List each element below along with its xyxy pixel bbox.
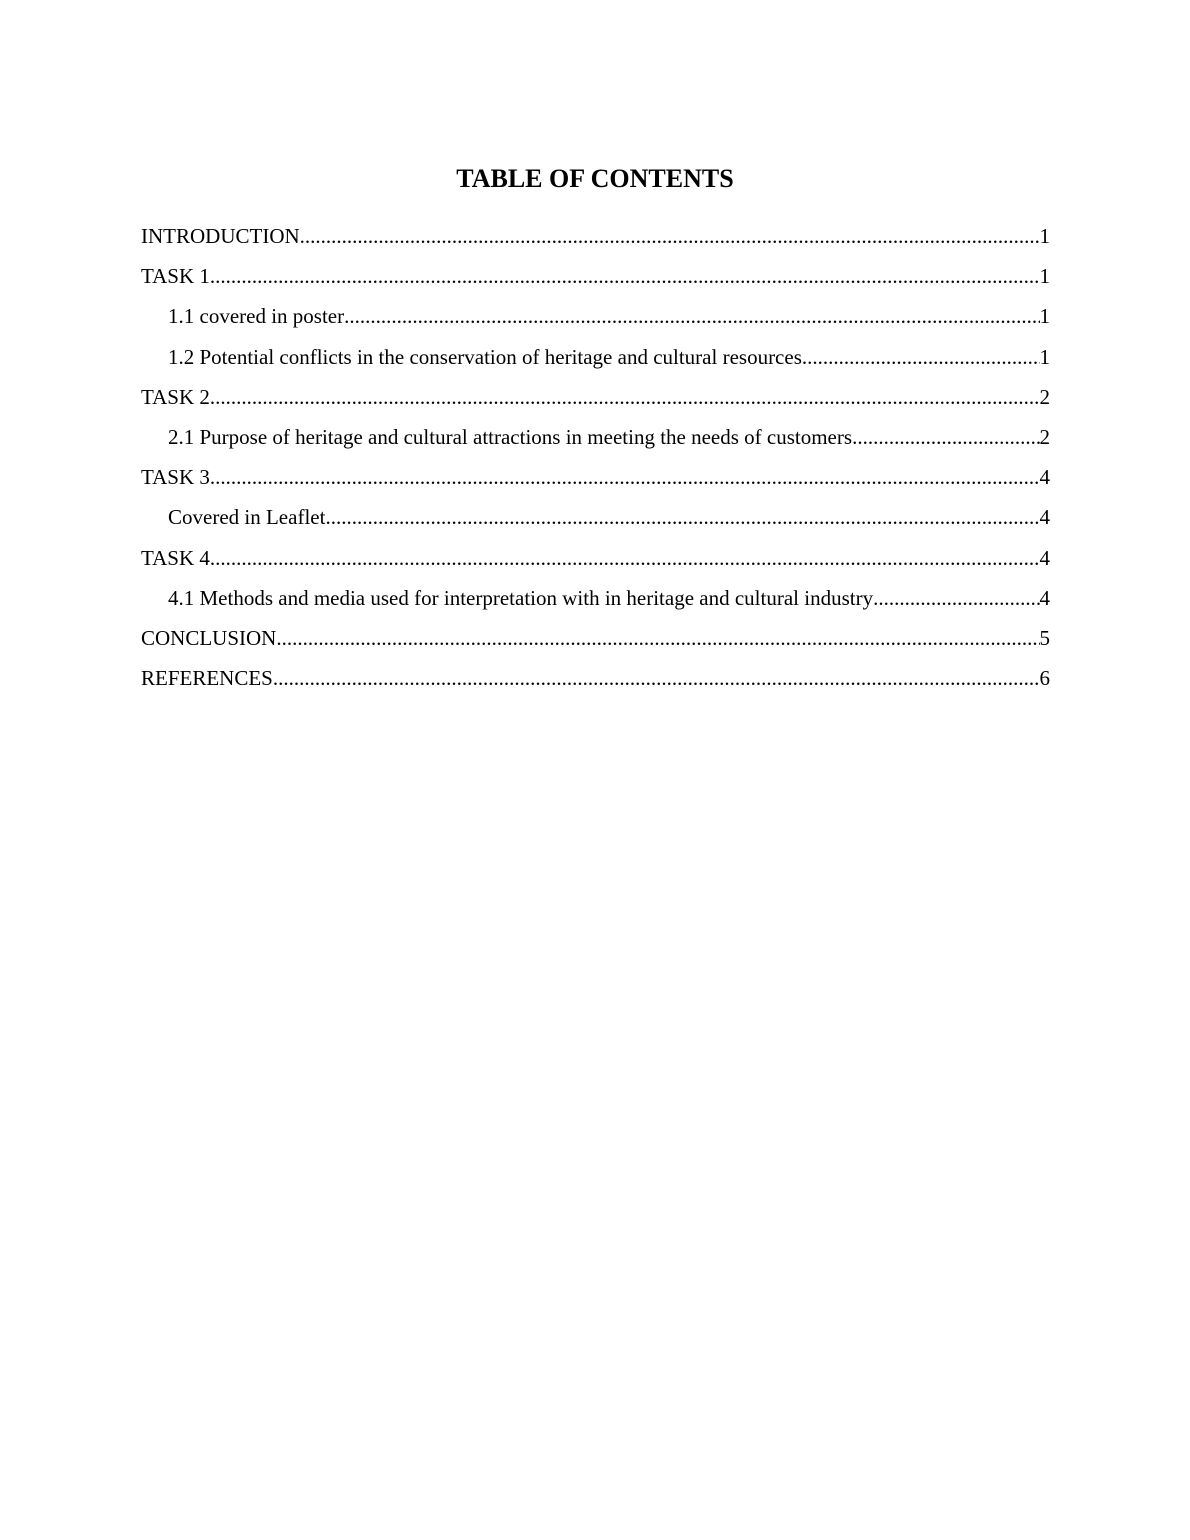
toc-entry-label: TASK 1 <box>141 264 210 289</box>
toc-entry-leaflet[interactable] <box>141 501 1050 541</box>
toc-list <box>141 220 1050 702</box>
toc-dot-leader <box>852 421 1039 453</box>
toc-page-number: 2 <box>1039 384 1050 409</box>
toc-entry-label: Covered in Leaflet <box>168 505 326 530</box>
toc-entry-task-4[interactable] <box>141 542 1050 582</box>
toc-entry-label: 2.1 Purpose of heritage and cultural attractions in meeting the needs of customers <box>168 424 853 449</box>
toc-entry-label: 1.2 Potential conflicts in the conservation of heritage and cultural resources <box>168 344 802 369</box>
toc-dot-leader <box>273 662 1040 694</box>
toc-entry-label: 4.1 Methods and media used for interpretation with in heritage and cultural industry <box>168 585 874 610</box>
toc-entry-label: CONCLUSION <box>141 625 277 650</box>
toc-dot-leader <box>300 220 1040 252</box>
toc-page-number: 1 <box>1039 264 1050 289</box>
toc-page-number: 1 <box>1039 344 1050 369</box>
toc-page-number: 4 <box>1039 465 1050 490</box>
toc-page-number: 6 <box>1039 666 1050 691</box>
toc-entry-1-2[interactable] <box>141 341 1050 381</box>
toc-entry-label: TASK 2 <box>141 384 210 409</box>
toc-entry-label: 1.1 covered in poster <box>168 304 345 329</box>
toc-dot-leader <box>210 381 1040 413</box>
toc-dot-leader <box>276 622 1039 654</box>
toc-page-number: 4 <box>1039 505 1050 530</box>
toc-page-number: 1 <box>1039 224 1050 248</box>
toc-dot-leader <box>344 300 1039 332</box>
toc-entry-conclusion[interactable] <box>141 622 1050 662</box>
toc-title: TABLE OF CONTENTS <box>456 164 734 193</box>
toc-entry-task-1[interactable] <box>141 260 1050 300</box>
toc-entry-label: INTRODUCTION <box>141 224 300 248</box>
toc-dot-leader <box>210 542 1040 574</box>
toc-entry-label: TASK 3 <box>141 465 210 490</box>
toc-entry-introduction[interactable] <box>141 220 1050 260</box>
toc-page-number: 1 <box>1039 304 1050 329</box>
toc-entry-1-1[interactable] <box>141 300 1050 340</box>
toc-dot-leader <box>210 260 1040 292</box>
toc-entry-2-1[interactable] <box>141 421 1050 461</box>
toc-dot-leader <box>873 582 1039 614</box>
toc-page-number: 2 <box>1039 424 1050 449</box>
toc-entry-label: TASK 4 <box>141 545 210 570</box>
toc-entry-task-3[interactable] <box>141 461 1050 501</box>
toc-entry-label: REFERENCES <box>141 666 273 691</box>
toc-dot-leader <box>325 501 1039 533</box>
toc-entry-task-2[interactable] <box>141 381 1050 421</box>
toc-entry-references[interactable] <box>141 662 1050 702</box>
toc-page-number: 5 <box>1039 625 1050 650</box>
toc-dot-leader <box>210 461 1040 493</box>
toc-dot-leader <box>802 341 1040 373</box>
toc-page-number: 4 <box>1039 545 1050 570</box>
toc-page-number: 4 <box>1039 585 1050 610</box>
toc-entry-4-1[interactable] <box>141 582 1050 622</box>
